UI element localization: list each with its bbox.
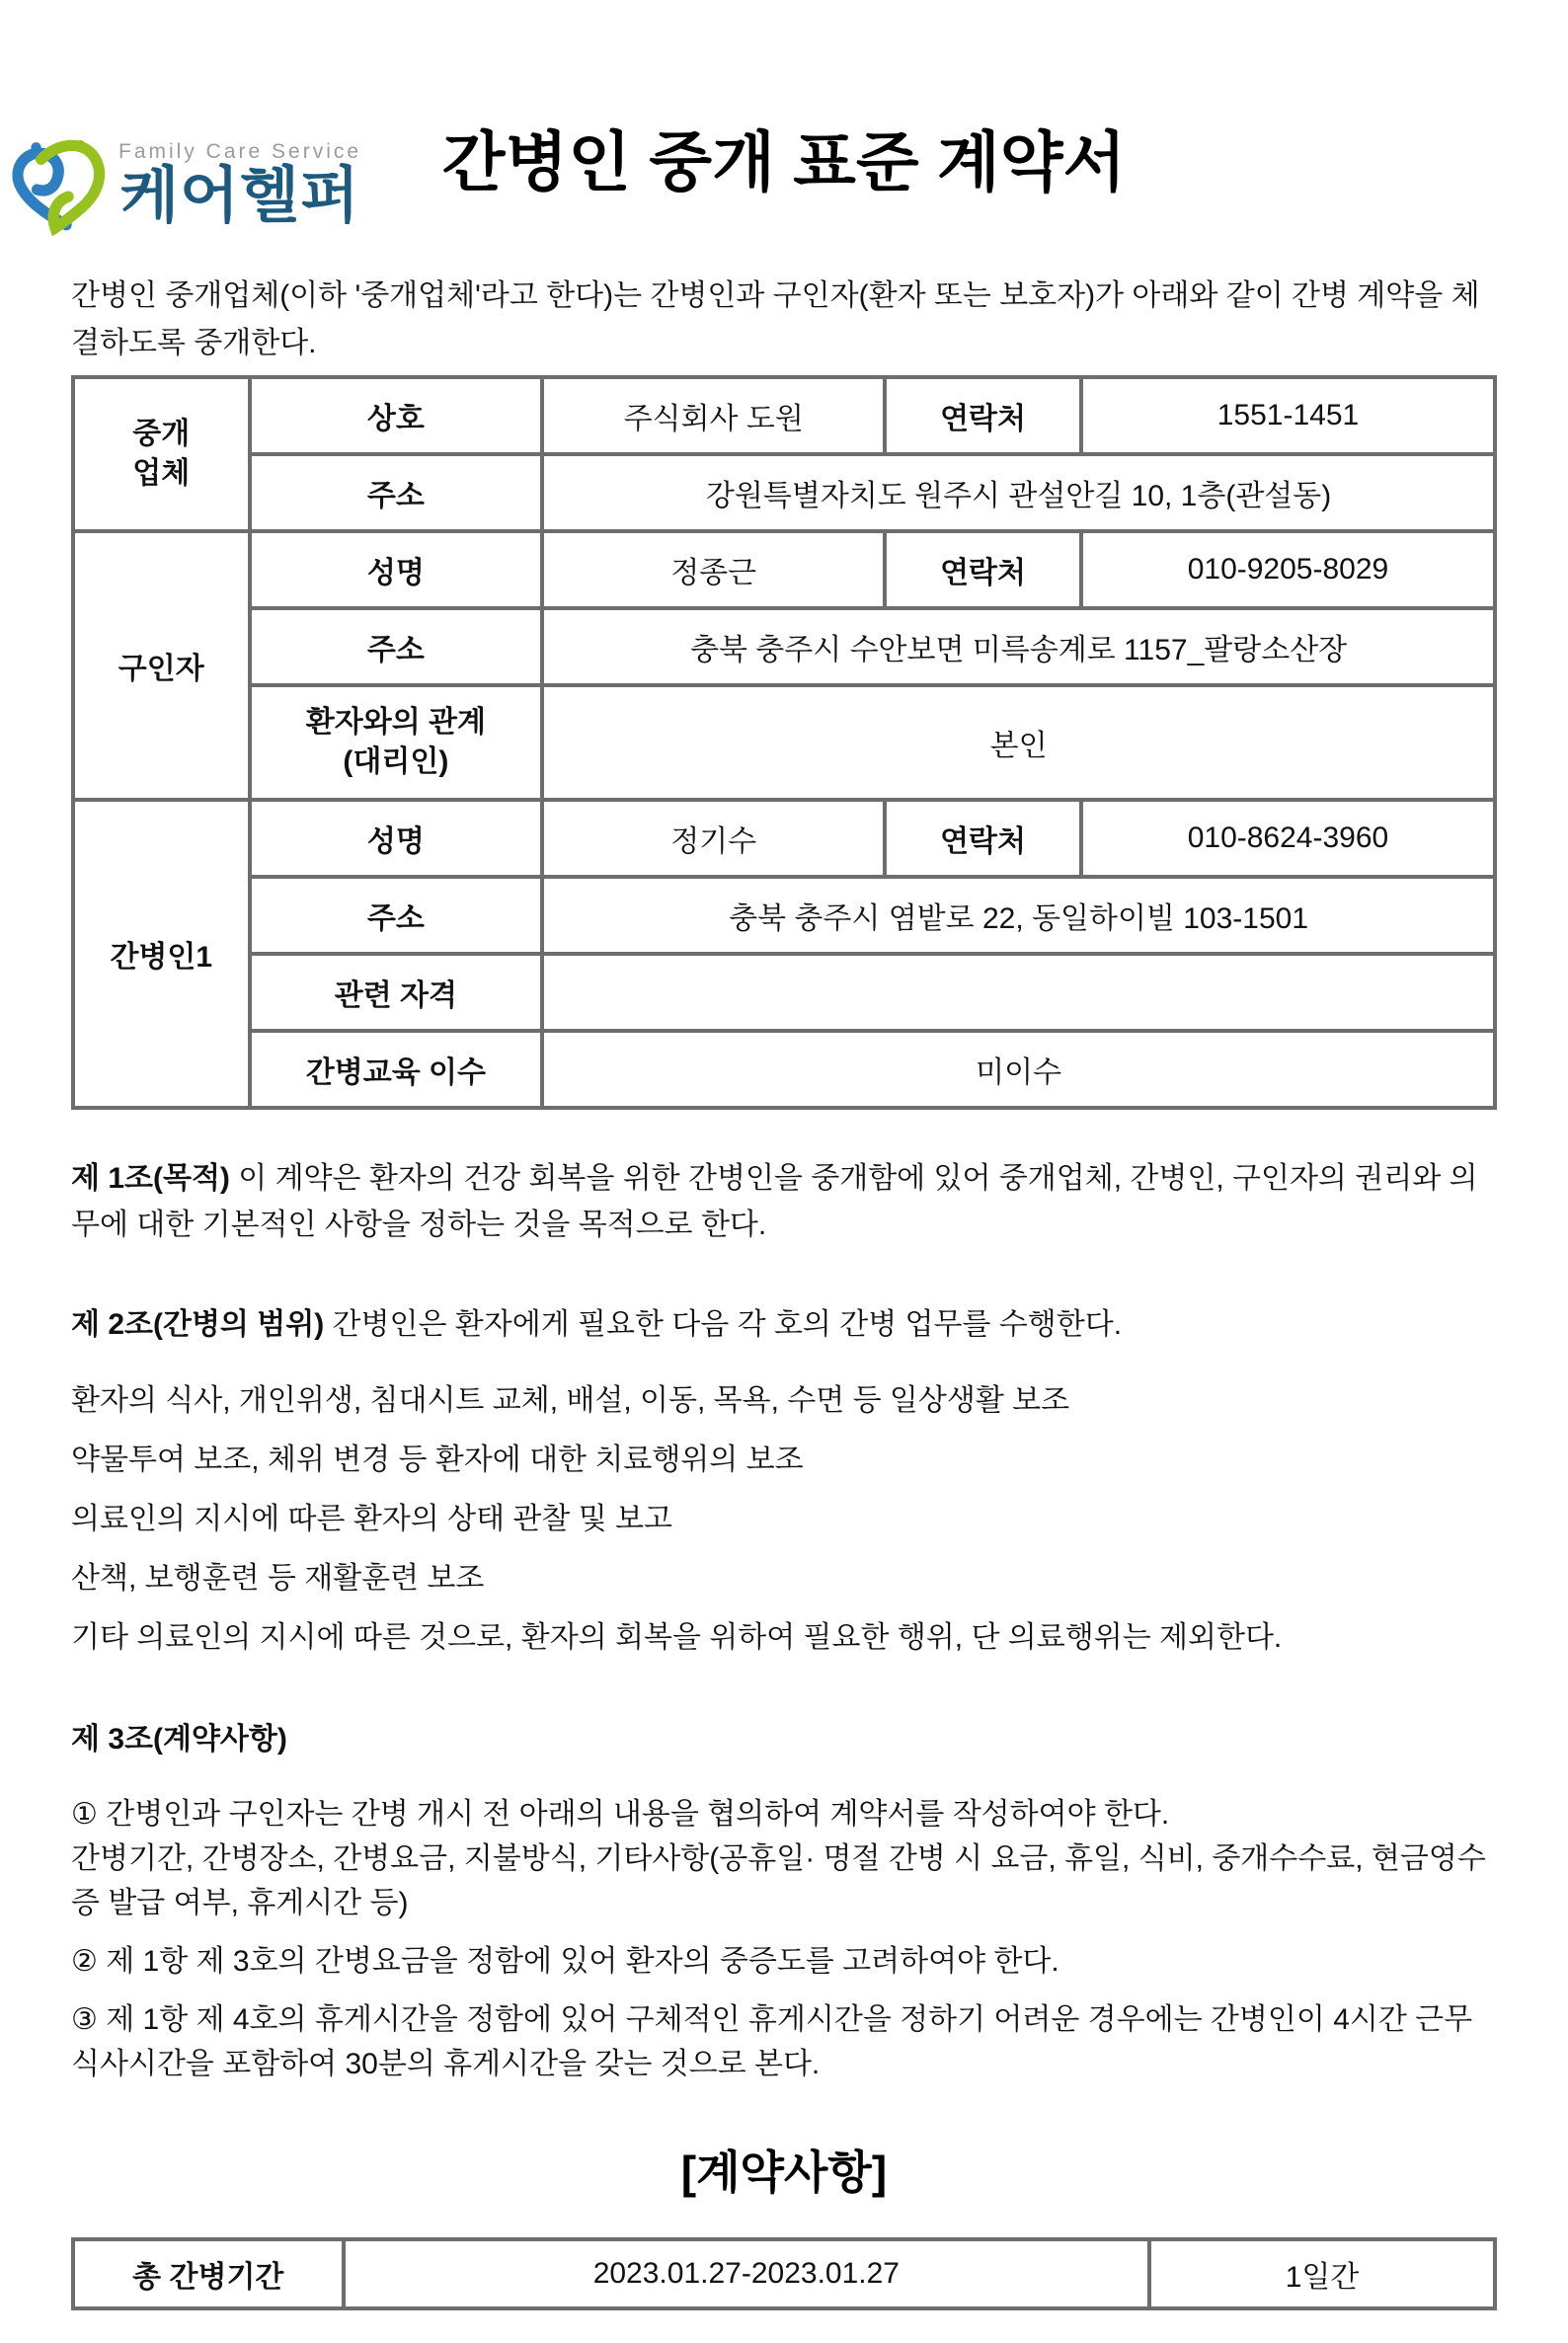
article2-paragraph [71,1301,1497,1348]
article3-clause3: ③ 제 1항 제 4호의 휴게시간을 정함에 있어 구체적인 휴게시간을 정하기 어려운 경우에는 간병인이 4시간 근무 식사시간을 포함하여 30분의 휴게시간을 갖는 것으로 본다. [71,2002,1473,2080]
employer-relation-label-line1: 환자와의 관계 [305,705,486,739]
article2-item: 산책, 보행훈련 등 재활훈련 보조 [71,1561,485,1595]
caregiver-license-label: 관련 자격 [250,954,543,1031]
document-body [0,273,1568,2310]
article2-item: 기타 의료인의 지시에 따른 것으로, 환자의 회복을 위하여 필요한 행위, 단 의료행위는 제외한다. [71,1620,1283,1654]
intro-paragraph: 간병인 중개업체(이하 '중개업체'라고 한다)는 간병인과 구인자(환자 또는 보호자)가 아래와 같이 간병 계약을 체결하도록 중개한다. [71,278,1480,359]
caregiver-contact-value: 010-8624-3960 [1081,800,1495,877]
table-row [73,377,1495,454]
care-period-value: 2023.01.27-2023.01.27 [344,2239,1149,2308]
employer-relation-label [250,685,543,800]
logo-text [118,136,361,228]
caregiver-name-value: 정기수 [542,800,885,877]
employer-addr-label: 주소 [250,608,543,685]
article3-clause1-text: ① 간병인과 구인자는 간병 개시 전 아래의 내용을 협의하여 계약서를 작성하여야 한다. [71,1797,1170,1831]
broker-addr-value: 강원특별자치도 원주시 관설안길 10, 1층(관설동) [542,454,1495,531]
caregiver-group-cell: 간병인1 [73,800,250,1108]
broker-name-value: 주식회사 도원 [542,377,885,454]
article2-item: 의료인의 지시에 따른 환자의 상태 관찰 및 보고 [71,1502,672,1535]
table-row [73,608,1495,685]
article3-heading: 제 3조(계약사항) [71,1722,287,1756]
employer-group-cell: 구인자 [73,531,250,800]
article2-item: 환자의 식사, 개인위생, 침대시트 교체, 배설, 이동, 목욕, 수면 등 일상생활 보조 [71,1383,1070,1417]
contract-page [0,126,1568,2343]
table-row [73,454,1495,531]
broker-group-line2: 업체 [132,456,191,490]
employer-name-label: 성명 [250,531,543,608]
carehelper-logo [10,136,361,241]
parties-table [71,375,1497,1110]
table-row [73,1031,1495,1108]
table-row [73,685,1495,800]
caregiver-license-value [542,954,1495,1031]
employer-name-value: 정종근 [542,531,885,608]
article1-heading: 제 1조(목적) [71,1161,230,1195]
article3-clause1 [71,1792,1497,1925]
article1-body: 이 계약은 환자의 건강 회복을 위한 간병인을 중개함에 있어 중개업체, 간병인, 구인자의 권리와 의무에 대한 기본적인 사항을 정하는 것을 목적으로 한다. [71,1161,1478,1241]
logo-tagline: Family Care Service [118,140,362,163]
contract-terms-table [71,2237,1497,2310]
employer-addr-value: 충북 충주시 수안보면 미륵송계로 1157_팔랑소산장 [542,608,1495,685]
broker-name-label: 상호 [250,377,543,454]
employer-contact-value: 010-9205-8029 [1081,531,1495,608]
logo-brand: 케어헬퍼 [119,162,360,230]
caregiver-training-value: 미이수 [542,1031,1495,1108]
table-row [73,800,1495,877]
table-row [73,531,1495,608]
article2-section [71,1301,1497,1661]
care-duration-value: 1일간 [1149,2239,1495,2308]
article3-clause2: ② 제 1항 제 3호의 간병요금을 정함에 있어 환자의 중증도를 고려하여야 한다. [71,1944,1059,1978]
broker-group-cell [73,377,250,531]
heart-ribbon-logo-icon [10,136,111,241]
article3-clause1-detail: 간병기간, 간병장소, 간병요금, 지불방식, 기타사항(공휴일· 명절 간병 시 요금, 휴일, 식비, 중개수수료, 현금영수증 발급 여부, 휴게시간 등) [71,1841,1486,1919]
broker-group-line1: 중개 [132,417,191,450]
table-row [73,2239,1495,2308]
employer-contact-label: 연락처 [885,531,1081,608]
table-row [73,954,1495,1031]
employer-relation-value: 본인 [542,685,1495,800]
article2-heading: 제 2조(간병의 범위) [71,1307,325,1341]
caregiver-addr-value: 충북 충주시 염밭로 22, 동일하이빌 103-1501 [542,877,1495,954]
article1-paragraph [71,1155,1497,1248]
caregiver-addr-label: 주소 [250,877,543,954]
care-period-label: 총 간병기간 [73,2239,344,2308]
broker-contact-value: 1551-1451 [1081,377,1495,454]
caregiver-name-label: 성명 [250,800,543,877]
table-row [73,877,1495,954]
page-title: 간병인 중개 표준 계약서 [441,125,1127,198]
employer-relation-label-line2: (대리인) [343,744,449,778]
broker-contact-label: 연락처 [885,377,1081,454]
article3-section [71,1716,1497,2086]
broker-addr-label: 주소 [250,454,543,531]
article2-item: 약물투여 보조, 체위 변경 등 환자에 대한 치료행위의 보조 [71,1443,804,1476]
contract-terms-title: [계약사항] [680,2146,888,2198]
article2-body: 간병인은 환자에게 필요한 다음 각 호의 간병 업무를 수행한다. [324,1307,1123,1341]
caregiver-training-label: 간병교육 이수 [250,1031,543,1108]
caregiver-contact-label: 연락처 [885,800,1081,877]
